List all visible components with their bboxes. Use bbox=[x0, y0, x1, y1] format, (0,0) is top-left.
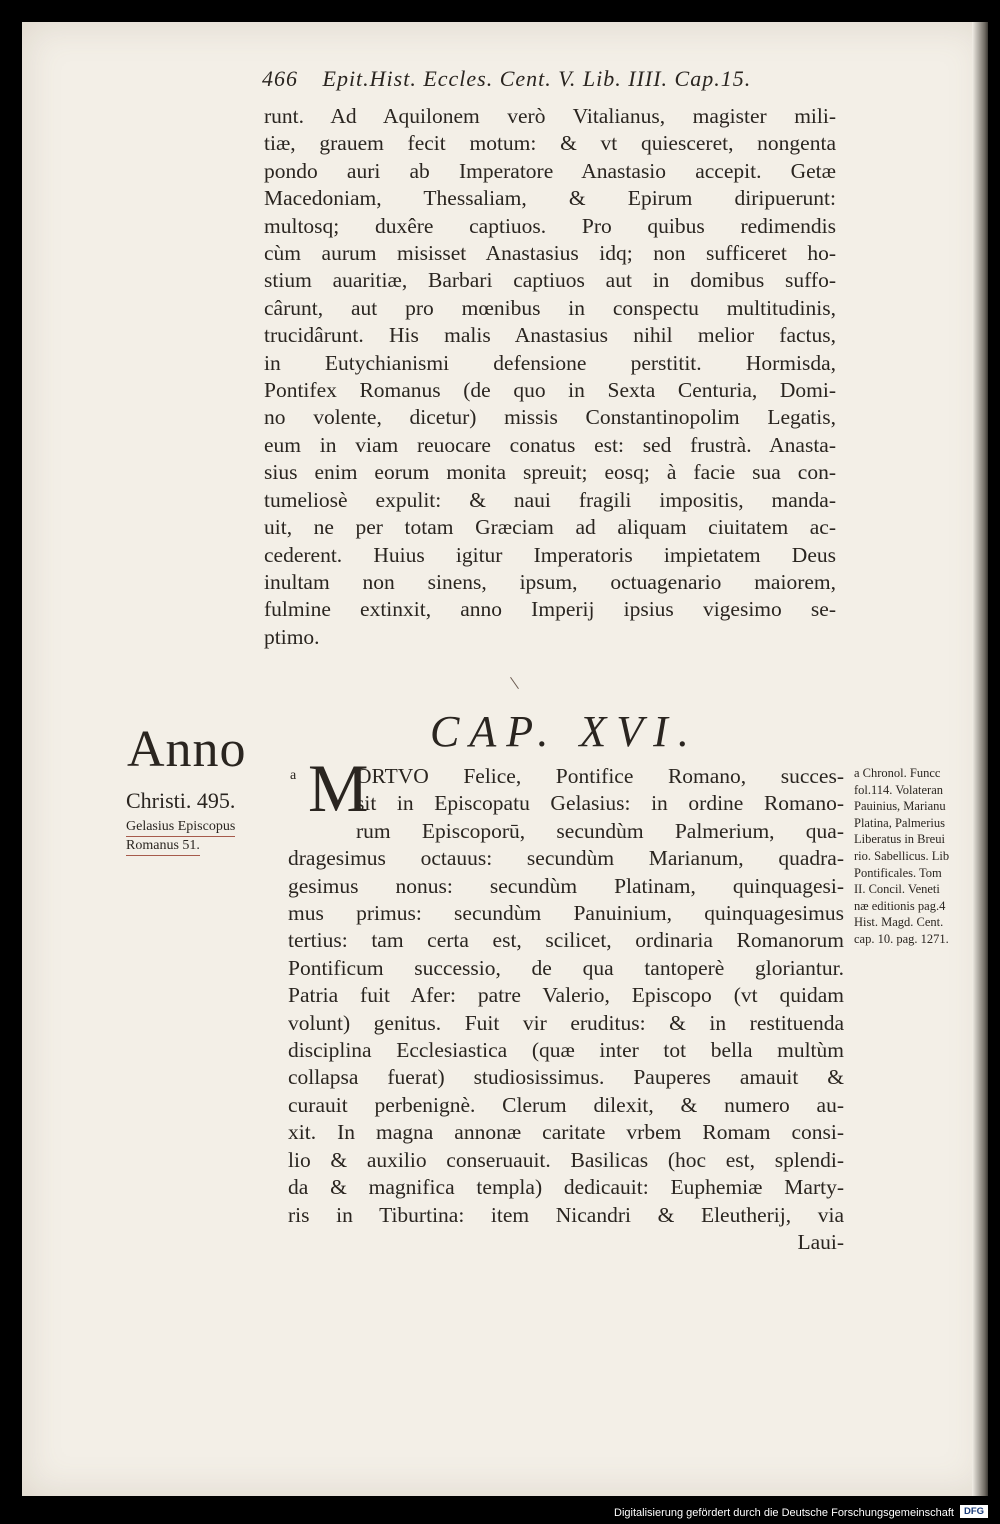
text-line: Pontifex Romanus (de quo in Sexta Centuria, Domi- bbox=[264, 378, 836, 403]
text-line: Pontificum successio, de qua tantoperè gloriantur. bbox=[288, 955, 844, 980]
text-line: sius enim eorum monita spreuit; eosq; à facie sua con- bbox=[264, 460, 836, 485]
margin-christi: Christi. 495. bbox=[126, 788, 236, 813]
text-line: tertius: tam certa est, scilicet, ordinaria Romanorum bbox=[288, 928, 844, 953]
text-line: curauit perbenignè. Clerum dilexit, & numero au- bbox=[288, 1092, 844, 1117]
text-line: multosq; duxêre captiuos. Pro quibus redimendis bbox=[264, 213, 836, 238]
text-line: da & magnifica templa) dedicauit: Euphemiæ Marty- bbox=[288, 1175, 844, 1200]
footer-bar bbox=[0, 1496, 1000, 1524]
text-line: fulmine extinxit, anno Imperij ipsius vigesimo se- bbox=[264, 597, 836, 622]
text-line: disciplina Ecclesiastica (quæ inter tot bella multùm bbox=[288, 1038, 844, 1063]
sidenote-line: II. Concil. Veneti bbox=[854, 882, 940, 897]
page-number: 466 bbox=[262, 66, 298, 91]
sidenote-line: a Chronol. Funcc bbox=[854, 766, 941, 780]
chapter-body bbox=[288, 763, 844, 1256]
footer-credit: Digitalisierung gefördert durch die Deutsche Forschungsgemeinschaft bbox=[614, 1507, 954, 1519]
sidenote bbox=[854, 765, 994, 948]
text-line: inultam non sinens, ipsum, octuagenario maiorem, bbox=[264, 569, 836, 594]
text-line: cederent. Huius igitur Imperatoris impietatem Deus bbox=[264, 542, 836, 567]
margin-gelasius-note bbox=[126, 818, 276, 856]
sidenote-line: næ editionis pag.4 bbox=[854, 898, 946, 913]
text-line: tumeliosè expulit: & naui fragili impositis, manda- bbox=[264, 487, 836, 512]
text-line: cùm aurum misisset Anastasius idq; non sufficeret ho- bbox=[264, 241, 836, 266]
margin-year-label: Anno bbox=[127, 721, 247, 778]
sidenote-line: Hist. Magd. Cent. bbox=[854, 915, 944, 930]
text-line: xit. In magna annonæ caritate vrbem Romam consi- bbox=[288, 1120, 844, 1145]
text-line: mus primus: secundùm Panuinium, quinquagesimus bbox=[288, 901, 844, 926]
sidenote-line: Platina, Palmerius bbox=[854, 815, 945, 830]
sidenote-line: Pontificales. Tom bbox=[854, 865, 942, 880]
sidenote-line: Liberatus in Breui bbox=[854, 832, 945, 847]
text-line: runt. Ad Aquilonem verò Vitalianus, magister mili- bbox=[264, 104, 836, 128]
running-head bbox=[262, 66, 862, 92]
text-line: pondo auri ab Imperatore Anastasio accepit. Getæ bbox=[264, 158, 836, 183]
text-line: sit in Episcopatu Gelasius: in ordine Romano- bbox=[356, 791, 844, 816]
sidenote-line: cap. 10. pag. 1271. bbox=[854, 931, 949, 946]
text-line: rum Episcoporū, secundùm Palmerium, qua- bbox=[356, 818, 844, 843]
drop-cap: M bbox=[308, 750, 369, 826]
text-line: collapsa fuerat) studiosissimus. Pauperes amauit & bbox=[288, 1065, 844, 1090]
text-line: in Eutychianismi defensione perstitit. Hormisda, bbox=[264, 350, 836, 375]
chapter-heading: CAP. XVI. bbox=[430, 707, 699, 756]
text-line: lio & auxilio conseruauit. Basilicas (hoc est, splendi- bbox=[288, 1147, 844, 1172]
dfg-logo: DFG bbox=[960, 1505, 988, 1518]
body-text bbox=[264, 103, 836, 651]
text-line: no volente, dicetur) missis Constantinopolim Legatis, bbox=[264, 405, 836, 430]
text-line: stium auaritiæ, Barbari captiuos aut in domibus suffo- bbox=[264, 268, 836, 293]
sidenote-line: Pauinius, Marianu bbox=[854, 799, 946, 814]
text-line: eum in viam reuocare conatus est: sed frustrà. Anasta- bbox=[264, 432, 836, 457]
text-line: tiæ, grauem fecit motum: & vt quiesceret, nongenta bbox=[264, 131, 836, 156]
margin-gelasius-line: Romanus 51. bbox=[126, 837, 200, 856]
text-line: uit, ne per totam Græciam ad aliquam ciuitatem ac- bbox=[264, 515, 836, 540]
text-line: dragesimus octauus: secundùm Marianum, quadra- bbox=[288, 846, 844, 871]
text-line: ptimo. bbox=[264, 624, 320, 649]
text-line: gesimus nonus: secundùm Platinam, quinquagesi- bbox=[288, 873, 844, 898]
margin-gelasius-line: Gelasius Episcopus bbox=[126, 818, 235, 837]
text-line: ORTVO Felice, Pontifice Romano, succes- bbox=[356, 764, 844, 788]
text-line: trucidârunt. His malis Anastasius nihil melior factus, bbox=[264, 323, 836, 348]
note-marker: a bbox=[290, 768, 297, 783]
text-line: ris in Tiburtina: item Nicandri & Eleutherij, via bbox=[288, 1202, 844, 1227]
text-line: Patria fuit Afer: patre Valerio, Episcopo (vt quidam bbox=[288, 983, 844, 1008]
sidenote-line: fol.114. Volateran bbox=[854, 782, 943, 797]
text-line: Macedoniam, Thessaliam, & Epirum diripuerunt: bbox=[264, 186, 836, 211]
running-title: Epit.Hist. Eccles. Cent. V. Lib. IIII. Cap.15. bbox=[322, 66, 752, 91]
sidenote-line: rio. Sabellicus. Lib bbox=[854, 848, 950, 863]
text-line: cârunt, aut pro mœnibus in conspectu multitudinis, bbox=[264, 295, 836, 320]
catchword: Laui- bbox=[797, 1229, 844, 1254]
page-gutter bbox=[972, 22, 988, 1496]
text-line: volunt) genitus. Fuit vir eruditus: & in restituenda bbox=[288, 1010, 844, 1035]
